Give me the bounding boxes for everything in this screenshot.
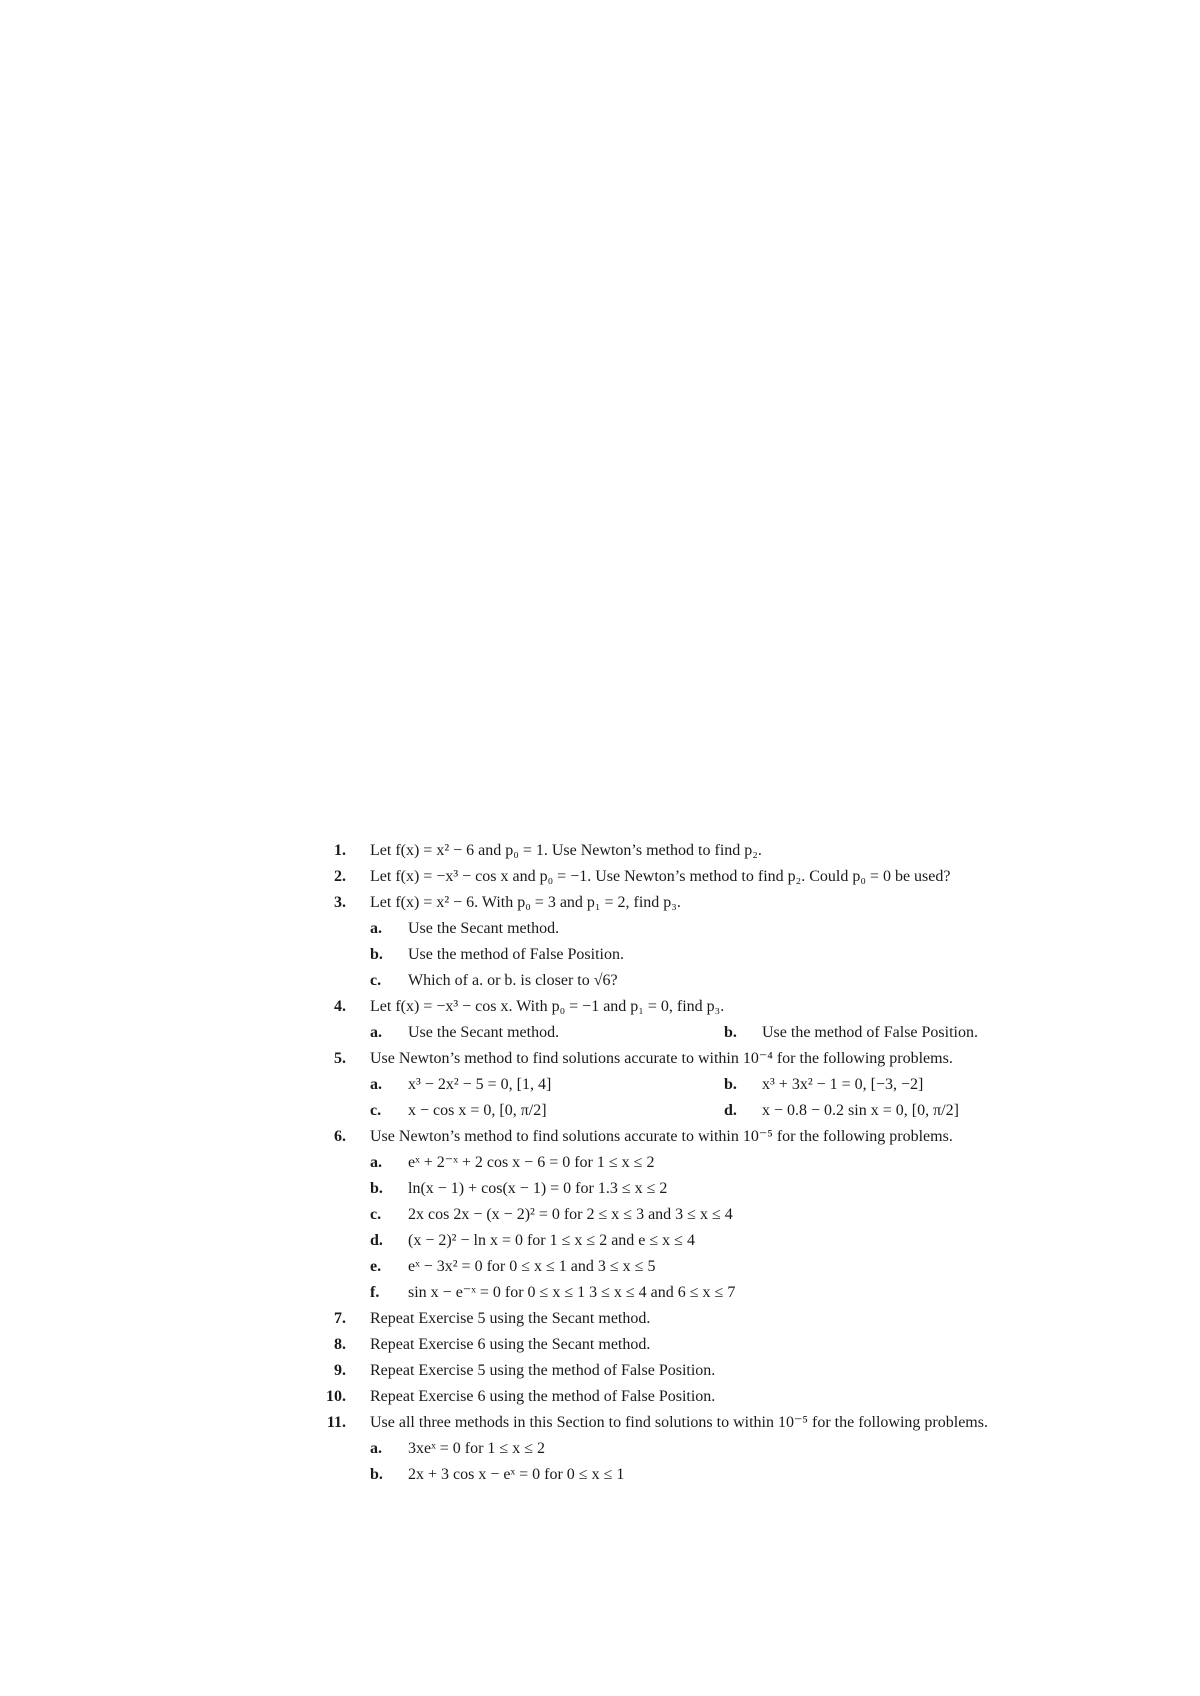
part-label: e. — [370, 1258, 382, 1275]
part-label: a. — [370, 920, 382, 937]
exercise-part — [316, 916, 1176, 942]
exercise-number: 3. — [334, 894, 346, 911]
exercise-part — [316, 1254, 1176, 1280]
part-label: b. — [370, 1466, 383, 1483]
part-text: eˣ + 2⁻ˣ + 2 cos x − 6 = 0 for 1 ≤ x ≤ 2 — [408, 1154, 655, 1171]
exercise-text: Use Newton’s method to find solutions accurate to within 10⁻⁵ for the following problems. — [370, 1128, 953, 1145]
exercise-item — [316, 1410, 1176, 1436]
part-label: d. — [370, 1232, 383, 1249]
part-label: b. — [370, 946, 383, 963]
part-text: eˣ − 3x² = 0 for 0 ≤ x ≤ 1 and 3 ≤ x ≤ 5 — [408, 1258, 656, 1275]
part-label: b. — [724, 1024, 737, 1041]
exercise-number: 7. — [334, 1310, 346, 1327]
exercise-text: Let f(x) = −x³ − cos x. With p₀ = −1 and p₁ = 0, find p₃. — [370, 998, 725, 1015]
exercise-part-pair — [316, 1098, 1176, 1124]
part-text: Use the method of False Position. — [408, 946, 624, 963]
part-text: x − 0.8 − 0.2 sin x = 0, [0, π/2] — [762, 1102, 959, 1119]
exercise-part — [316, 1228, 1176, 1254]
part-text: 2x + 3 cos x − eˣ = 0 for 0 ≤ x ≤ 1 — [408, 1466, 625, 1483]
part-label: b. — [724, 1076, 737, 1093]
part-label: c. — [370, 972, 382, 989]
exercise-text: Use all three methods in this Section to find solutions to within 10⁻⁵ for the following problems. — [370, 1414, 988, 1431]
exercise-part — [316, 1280, 1176, 1306]
exercise-item — [316, 994, 1176, 1020]
exercise-text: Repeat Exercise 6 using the Secant method. — [370, 1336, 651, 1353]
exercise-item — [316, 1358, 1176, 1384]
exercise-part — [316, 1150, 1176, 1176]
part-text: Which of a. or b. is closer to √6? — [408, 972, 618, 989]
exercise-number: 2. — [334, 868, 346, 885]
part-label: a. — [370, 1154, 382, 1171]
exercise-number: 10. — [326, 1388, 346, 1405]
exercise-part — [316, 1176, 1176, 1202]
exercise-item — [316, 864, 1176, 890]
exercise-part — [316, 1436, 1176, 1462]
part-label: a. — [370, 1024, 382, 1041]
part-label: c. — [370, 1206, 382, 1223]
part-text: x³ + 3x² − 1 = 0, [−3, −2] — [762, 1076, 924, 1093]
exercise-text: Use Newton’s method to find solutions accurate to within 10⁻⁴ for the following problems. — [370, 1050, 953, 1067]
exercise-text: Repeat Exercise 5 using the method of False Position. — [370, 1362, 716, 1379]
exercise-part — [316, 1202, 1176, 1228]
part-text: x³ − 2x² − 5 = 0, [1, 4] — [408, 1076, 552, 1093]
exercise-list — [316, 838, 1176, 1488]
part-text: Use the method of False Position. — [762, 1024, 978, 1041]
part-label: c. — [370, 1102, 382, 1119]
exercise-number: 9. — [334, 1362, 346, 1379]
exercise-item — [316, 1384, 1176, 1410]
exercise-number: 6. — [334, 1128, 346, 1145]
part-text: Use the Secant method. — [408, 920, 560, 937]
exercise-text: Let f(x) = x² − 6 and p₀ = 1. Use Newton’s method to find p₂. — [370, 842, 762, 859]
exercise-item — [316, 1332, 1176, 1358]
part-text: Use the Secant method. — [408, 1024, 560, 1041]
part-text: (x − 2)² − ln x = 0 for 1 ≤ x ≤ 2 and e ≤ x ≤ 4 — [408, 1232, 695, 1249]
exercise-item — [316, 1124, 1176, 1150]
exercise-part-pair — [316, 1072, 1176, 1098]
part-label: d. — [724, 1102, 737, 1119]
exercise-item — [316, 1046, 1176, 1072]
part-text: 2x cos 2x − (x − 2)² = 0 for 2 ≤ x ≤ 3 and 3 ≤ x ≤ 4 — [408, 1206, 733, 1223]
exercise-number: 11. — [326, 1414, 346, 1431]
exercise-item — [316, 1306, 1176, 1332]
exercise-part — [316, 1462, 1176, 1488]
exercise-item — [316, 838, 1176, 864]
exercise-number: 1. — [334, 842, 346, 859]
exercise-number: 8. — [334, 1336, 346, 1353]
exercise-text: Repeat Exercise 6 using the method of False Position. — [370, 1388, 716, 1405]
exercise-item — [316, 890, 1176, 916]
exercise-number: 5. — [334, 1050, 346, 1067]
part-text: 3xeˣ = 0 for 1 ≤ x ≤ 2 — [408, 1440, 545, 1457]
exercise-text: Let f(x) = −x³ − cos x and p₀ = −1. Use Newton’s method to find p₂. Could p₀ = 0 be used? — [370, 868, 951, 885]
exercise-part — [316, 968, 1176, 994]
exercise-part-pair — [316, 1020, 1176, 1046]
exercise-number: 4. — [334, 998, 346, 1015]
part-label: b. — [370, 1180, 383, 1197]
exercise-text: Repeat Exercise 5 using the Secant method. — [370, 1310, 651, 1327]
part-text: sin x − e⁻ˣ = 0 for 0 ≤ x ≤ 1 3 ≤ x ≤ 4 and 6 ≤ x ≤ 7 — [408, 1284, 736, 1301]
part-text: ln(x − 1) + cos(x − 1) = 0 for 1.3 ≤ x ≤ 2 — [408, 1180, 668, 1197]
part-text: x − cos x = 0, [0, π/2] — [408, 1102, 547, 1119]
part-label: a. — [370, 1440, 382, 1457]
exercise-text: Let f(x) = x² − 6. With p₀ = 3 and p₁ = 2, find p₃. — [370, 894, 681, 911]
part-label: f. — [370, 1284, 380, 1301]
part-label: a. — [370, 1076, 382, 1093]
exercise-part — [316, 942, 1176, 968]
